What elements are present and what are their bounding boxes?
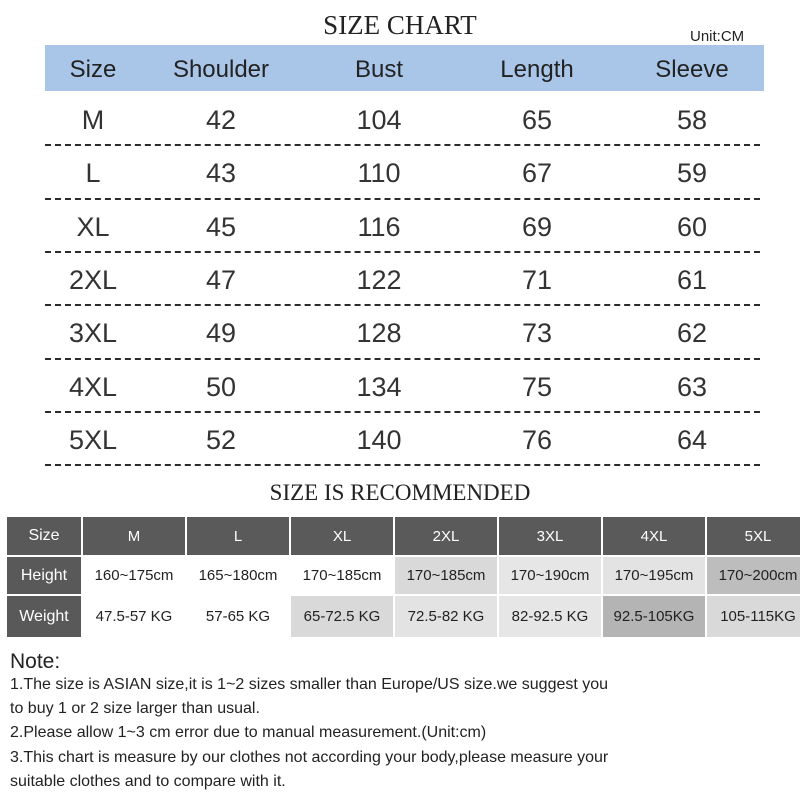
measurement-cell: 110 <box>357 158 401 189</box>
measurement-cell: 71 <box>521 264 553 295</box>
size-row <box>45 199 764 252</box>
measurement-cell: 128 <box>356 318 402 349</box>
measurement-cell: 76 <box>521 424 553 455</box>
measurement-cell: 122 <box>356 264 402 295</box>
header-sleeve: Sleeve <box>655 56 729 83</box>
size-row <box>45 359 764 412</box>
rec-size-cell: 5XL <box>707 517 800 555</box>
measurement-cell: 65 <box>521 105 553 135</box>
measurement-cell: 73 <box>521 318 553 349</box>
measurement-cell: 62 <box>676 318 708 349</box>
rec-height-cell: 170~185cm <box>291 557 393 594</box>
measurement-cell: 67 <box>521 158 553 189</box>
measurement-cell: 116 <box>357 211 401 242</box>
measurement-cell: 104 <box>356 105 402 135</box>
measurement-cell: 49 <box>205 318 237 349</box>
measurement-cell: 61 <box>676 264 708 295</box>
size-cell: 4XL <box>68 371 118 402</box>
measurement-cell: 45 <box>205 211 237 242</box>
measurement-cell: 52 <box>205 424 237 455</box>
rec-size-cell: 2XL <box>395 517 497 555</box>
row-divider <box>45 464 760 466</box>
rec-weight-cell: 72.5-82 KG <box>395 596 497 637</box>
rec-weight-label: Weight <box>7 596 81 637</box>
size-row <box>45 92 764 145</box>
size-cell: XL <box>76 211 110 242</box>
measurement-cell: 43 <box>205 158 237 189</box>
rec-size-label: Size <box>7 517 81 555</box>
rec-height-cell: 165~180cm <box>187 557 289 594</box>
size-chart-header <box>45 45 764 91</box>
measurement-cell: 64 <box>676 424 708 455</box>
header-shoulder: Shoulder <box>172 56 270 83</box>
rec-height-label: Height <box>7 557 81 594</box>
measurement-cell: 58 <box>676 105 708 135</box>
measurement-cell: 63 <box>676 371 708 402</box>
measurement-cell: 59 <box>676 158 708 189</box>
size-row <box>45 305 764 358</box>
rec-height-cell: 160~175cm <box>83 557 185 594</box>
recommended-title: SIZE IS RECOMMENDED <box>269 480 531 505</box>
unit-label: Unit:CM <box>690 28 745 45</box>
rec-size-cell: 3XL <box>499 517 601 555</box>
size-cell: 3XL <box>68 318 118 349</box>
measurement-cell: 75 <box>521 371 553 402</box>
measurement-cell: 134 <box>356 371 402 402</box>
size-row <box>45 145 764 198</box>
note-line: suitable clothes and to compare with it. <box>10 773 286 790</box>
rec-height-cell: 170~200cm <box>707 557 800 594</box>
rec-height-cell: 170~185cm <box>395 557 497 594</box>
note-title: Note: <box>10 650 61 673</box>
rec-size-cell: M <box>83 517 185 555</box>
note-line: 2.Please allow 1~3 cm error due to manual measurement.(Unit:cm) <box>10 724 487 741</box>
size-cell: 5XL <box>68 424 118 455</box>
page-title: SIZE CHART <box>323 10 477 40</box>
rec-weight-cell: 82-92.5 KG <box>499 596 601 637</box>
header-bust: Bust <box>354 56 404 83</box>
size-cell: 2XL <box>68 264 118 295</box>
header-size: Size <box>69 56 117 83</box>
rec-weight-cell: 92.5-105KG <box>603 596 705 637</box>
rec-height-cell: 170~190cm <box>499 557 601 594</box>
note-line: 3.This chart is measure by our clothes not according your body,please measure your <box>10 749 609 766</box>
rec-weight-cell: 65-72.5 KG <box>291 596 393 637</box>
size-row <box>45 252 764 305</box>
size-row <box>45 412 764 465</box>
header-length: Length <box>500 56 574 83</box>
measurement-cell: 140 <box>356 424 402 455</box>
measurement-cell: 60 <box>676 211 708 242</box>
measurement-cell: 42 <box>205 105 237 135</box>
rec-height-cell: 170~195cm <box>603 557 705 594</box>
note-line: to buy 1 or 2 size larger than usual. <box>10 700 260 717</box>
note-line: 1.The size is ASIAN size,it is 1~2 sizes smaller than Europe/US size.we suggest you <box>10 676 609 693</box>
measurement-cell: 50 <box>205 371 237 402</box>
rec-size-cell: 4XL <box>603 517 705 555</box>
rec-weight-cell: 57-65 KG <box>187 596 289 637</box>
rec-weight-cell: 105-115KG <box>707 596 800 637</box>
rec-size-cell: L <box>187 517 289 555</box>
measurement-cell: 47 <box>205 264 237 295</box>
measurement-cell: 69 <box>521 211 553 242</box>
rec-size-cell: XL <box>291 517 393 555</box>
size-cell: L <box>85 158 101 189</box>
rec-weight-cell: 47.5-57 KG <box>83 596 185 637</box>
size-cell: M <box>81 105 105 135</box>
